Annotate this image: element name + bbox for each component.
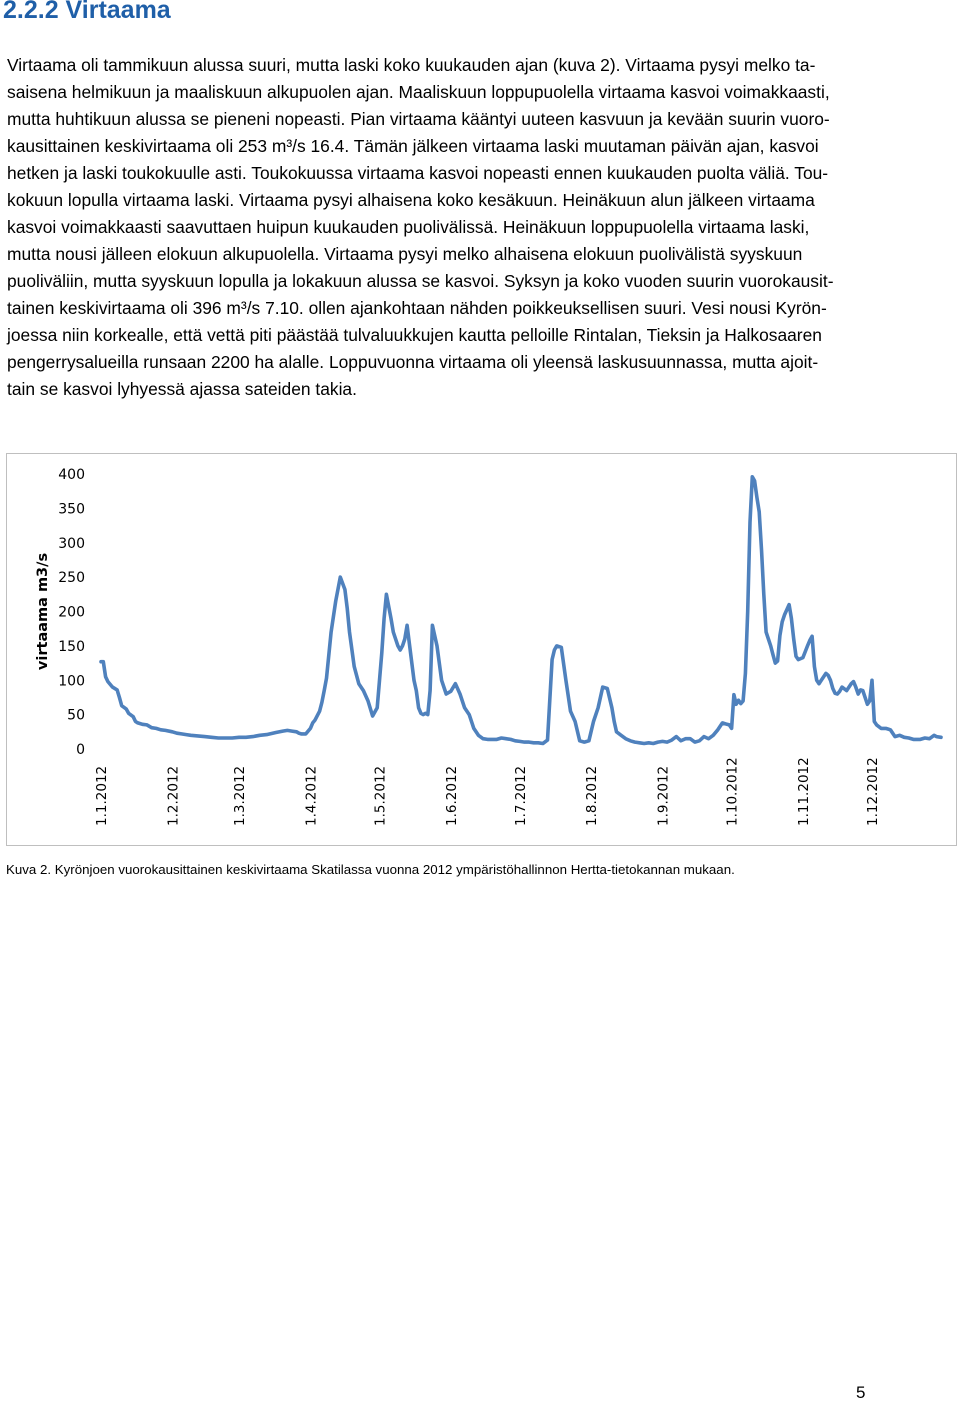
paragraph-line: kokuun lopulla virtaama laski. Virtaama pysyi alhaisena koko kesäkuun. Heinäkuun alun jälkeen virtaama [7, 190, 815, 210]
paragraph-line: hetken ja laski toukokuulle asti. Toukokuussa virtaama kasvoi nopeasti ennen kuukauden puolta väliä. Tou- [7, 163, 829, 183]
paragraph-line: pengerrysalueilla runsaan 2200 ha alalle. Loppuvuonna virtaama oli yleensä laskusuunnassa, mutta ajoit- [7, 352, 819, 372]
x-tick-label: 1.7.2012 [512, 765, 529, 826]
y-tick-label: 0 [76, 742, 85, 758]
paragraph-line: saisena helmikuun ja maaliskuun alkupuolen ajan. Maaliskuun loppupuolella virtaama kasvoi voimakkaasti, [7, 82, 830, 102]
y-tick-label: 100 [58, 673, 85, 690]
paragraph-line: mutta huhtikuun alussa se pieneni nopeasti. Pian virtaama kääntyi uuteen kasvuun ja kevään suurin vuoro- [7, 109, 830, 129]
x-tick-label: 1.9.2012 [655, 765, 672, 826]
x-tick-label: 1.5.2012 [372, 765, 389, 826]
x-tick-label: 1.6.2012 [443, 765, 460, 826]
paragraph-line: tain se kasvoi lyhyessä ajassa sateiden takia. [7, 379, 357, 399]
y-axis-label: virtaama m3/s [35, 552, 51, 671]
paragraph-line: mutta nousi jälleen elokuun alkupuolella. Virtaama pysyi melko alhaisena elokuun puolivälistä syyskuun [7, 244, 803, 264]
paragraph-line: kasvoi voimakkaasti saavuttaen huipun kuukauden puolivälissä. Heinäkuun loppupuolella virtaama laski, [7, 217, 810, 237]
y-tick-label: 350 [58, 501, 85, 518]
x-tick-label: 1.2.2012 [165, 765, 182, 826]
x-tick-label: 1.3.2012 [232, 765, 249, 826]
y-tick-label: 50 [67, 707, 85, 724]
discharge-series-line [101, 477, 941, 744]
x-tick-label: 1.8.2012 [584, 765, 601, 826]
discharge-chart [6, 453, 957, 846]
section-heading: 2.2.2 Virtaama [3, 0, 171, 24]
x-tick-label: 1.11.2012 [795, 757, 812, 826]
body-paragraph [7, 52, 873, 403]
x-tick-label: 1.4.2012 [303, 765, 320, 826]
y-tick-label: 200 [58, 604, 85, 621]
y-tick-label: 150 [58, 638, 85, 655]
figure-caption: Kuva 2. Kyrönjoen vuorokausittainen keskivirtaama Skatilassa vuonna 2012 ympäristöhallinnon Hertta-tietokannan mukaan. [6, 862, 735, 877]
paragraph-line: kausittainen keskivirtaama oli 253 m³/s 16.4. Tämän jälkeen virtaama laski muutaman päivän ajan, kasvoi [7, 136, 819, 156]
x-tick-label: 1.1.2012 [94, 765, 110, 826]
y-tick-label: 250 [58, 570, 85, 587]
paragraph-line: puoliväliin, mutta syyskuun lopulla ja lokakuun alussa se kasvoi. Syksyn ja koko vuoden suurin vuorokausit- [7, 271, 834, 291]
paragraph-line: joessa niin korkealle, että vettä piti päästää tulvaluukkujen kautta pelloille Rintalan, Tieksin ja Halkosaaren [7, 325, 822, 345]
y-tick-label: 400 [58, 467, 85, 483]
paragraph-line: tainen keskivirtaama oli 396 m³/s 7.10. ollen ajankohtaan nähden poikkeuksellisen suuri. Vesi nousi Kyrön- [7, 298, 827, 318]
x-tick-label: 1.10.2012 [724, 757, 741, 826]
paragraph-line: Virtaama oli tammikuun alussa suuri, mutta laski koko kuukauden ajan (kuva 2). Virtaama pysyi melko ta- [7, 55, 816, 75]
y-tick-label: 300 [58, 535, 85, 552]
x-tick-label: 1.12.2012 [864, 757, 881, 826]
page-number: 5 [856, 1383, 866, 1402]
